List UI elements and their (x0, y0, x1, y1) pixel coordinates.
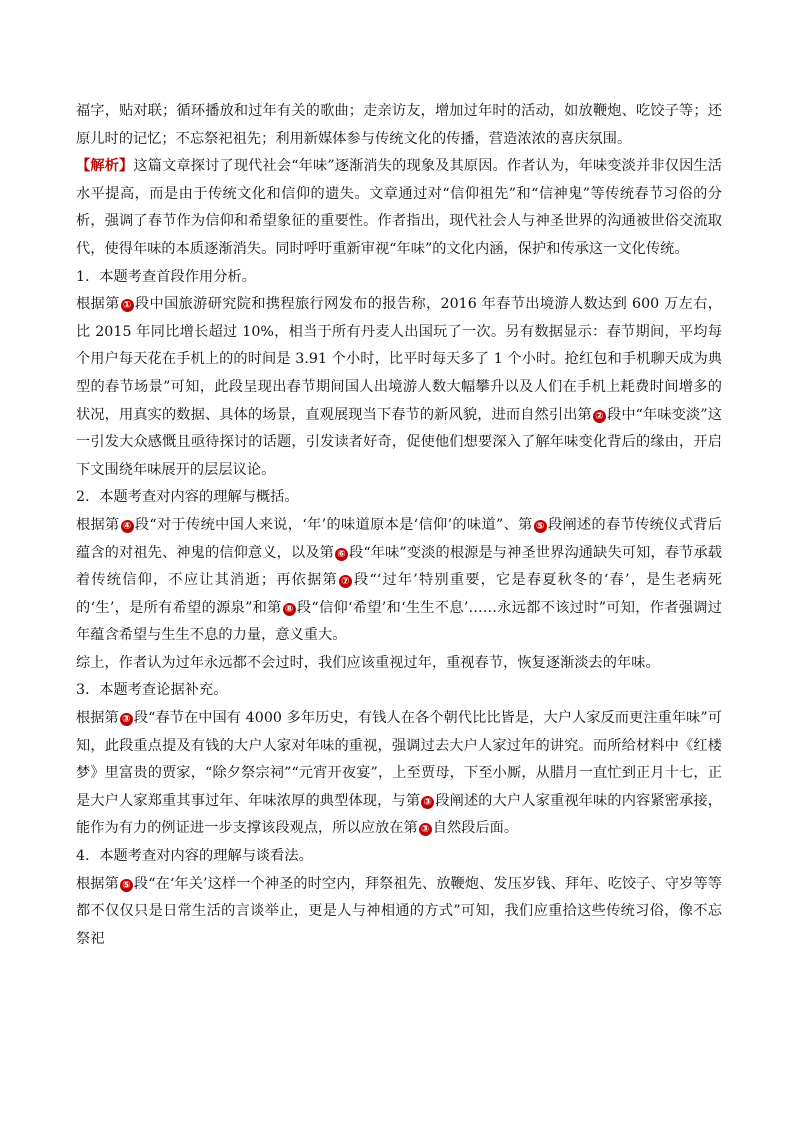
paragraph-number-badge: ③ (421, 796, 434, 809)
analysis-paragraph (76, 153, 722, 263)
paragraph-number-badge: ⑦ (339, 575, 352, 588)
text-run: 段“春节在中国有 4000 多年历史，有钱人在各个朝代比比皆是，大户人家反而更注重年味”可知，此段重点提及有钱的大户人家对年味的重视，强调过去大户人家过年的讲究。而所给材料中《红楼梦》里富贵的贾家，“除夕祭宗祠”“元宵开夜宴”，上至贾母，下至小厮，从腊月一直忙到正月十七，正是大户人家郑重其事过年、年味浓厚的典型体现，与第 (76, 710, 722, 809)
text-run: 段阐述的大户人家重视年味的内容紧密承接，能作为有力的例证进一步支撑该段观点，所以应放在第 (76, 792, 722, 837)
answer-continuation: 福字，贴对联；循环播放和过年有关的歌曲；走亲访友，增加过年时的活动，如放鞭炮、吃饺子等；还原儿时的记忆；不忘祭祀祖先；利用新媒体参与传统文化的传播，营造浓浓的喜庆氛围。 (76, 103, 722, 147)
text-run: 根据第 (76, 516, 120, 533)
q2-summary: 综上，作者认为过年永远都不会过时，我们应该重视过年，重视春节，恢复逐渐淡去的年味。 (76, 654, 660, 671)
q2-title: 2．本题考查对内容的理解与概括。 (76, 489, 299, 506)
q1-title: 1．本题考查首段作用分析。 (76, 268, 256, 285)
q2-body (76, 512, 722, 650)
paragraph-number-badge: ⑧ (283, 603, 296, 616)
text-run: 根据第 (76, 296, 120, 313)
q1-body (76, 291, 722, 484)
paragraph-number-badge: ⑥ (335, 548, 348, 561)
q4-body (76, 871, 722, 954)
text-run: 根据第 (76, 710, 119, 727)
text-run: 段阐述的春节传统仪式背后蕴含的对祖先、神鬼的信仰意义，以及第 (76, 516, 722, 561)
text-run: 段“对于传统中国人来说，‘年’的味道原本是‘信仰’的味道”、第 (134, 516, 533, 533)
paragraph-number-badge: ① (121, 299, 134, 312)
document-body (76, 98, 722, 953)
paragraph-number-badge: ⑤ (534, 520, 547, 533)
q3-body (76, 705, 722, 843)
analysis-label: 【解析】 (76, 158, 134, 175)
text-run: 段“年味”变淡的根源是与神圣世界沟通缺失可知，春节承载着传统信仰，不应让其消逝；再依据第 (76, 544, 723, 589)
paragraph-number-badge: ③ (419, 823, 432, 836)
text-run: 段中“年味变淡”这一引发大众感慨且亟待探讨的话题，引发读者好奇，促使他们想要深入了解年味变化背后的缘由，开启下文围绕年味展开的层层议论。 (76, 406, 722, 478)
analysis-text: 这篇文章探讨了现代社会“年味”逐渐消失的现象及其原因。作者认为，年味变淡并非仅因生活水平提高，而是由于传统文化和信仰的遗失。文章通过对“信仰祖先”和“信神鬼”等传统春节习俗的分析，强调了春节作为信仰和希望象征的重要性。作者指出，现代社会人与神圣世界的沟通被世俗交流取代，使得年味的本质逐渐消失。同时呼吁重新审视“年味”的文化内涵，保护和传承这一文化传统。 (76, 158, 722, 257)
q3-title: 3．本题考查论据补充。 (76, 682, 228, 699)
paragraph-number-badge: ④ (121, 520, 134, 533)
text-run: 段“在‘年关’这样一个神圣的时空内，拜祭祖先、放鞭炮、发压岁钱、拜年、吃饺子、守岁等等都不仅仅只是日常生活的言谈举止，更是人与神相通的方式”可知，我们应重拾这些传统习俗，像不忘祭祀 (76, 875, 722, 947)
text-run: 自然段后面。 (432, 820, 519, 837)
paragraph-number-badge: ② (593, 410, 606, 423)
paragraph-number-badge: ⑤ (120, 879, 133, 892)
paragraph-number-badge: ③ (120, 713, 133, 726)
text-run: 段中国旅游研究院和携程旅行网发布的报告称，2016 年春节出境游人数达到 600 万左右，比 2015 年同比增长超过 10%，相当于所有丹麦人出国玩了一次。另有数据显示：春节期间，平均每个用户每天花在手机上的的时间是 3.91 个小时，比平时每天多了 1 个小时。抢红包和手机聊天成为典型的春节场景”可知，此段呈现出春节期间国人出境游人数大幅攀升以及人们在手机上耗费时间增多的状况，用真实的数据、具体的场景，直观展现当下春节的新风貌，进而自然引出第 (76, 296, 723, 423)
text-run: 段“信仰‘希望’和‘生生不息’……永远都不该过时”可知，作者强调过年蕴含希望与生生不息的力量，意义重大。 (76, 599, 722, 644)
text-run: 段“‘过年’特别重要，它是春夏秋冬的‘春’，是生老病死的‘生’，是所有希望的源泉”和第 (76, 572, 722, 616)
q4-title: 4．本题考查对内容的理解与谈看法。 (76, 848, 313, 865)
text-run: 根据第 (76, 875, 119, 892)
